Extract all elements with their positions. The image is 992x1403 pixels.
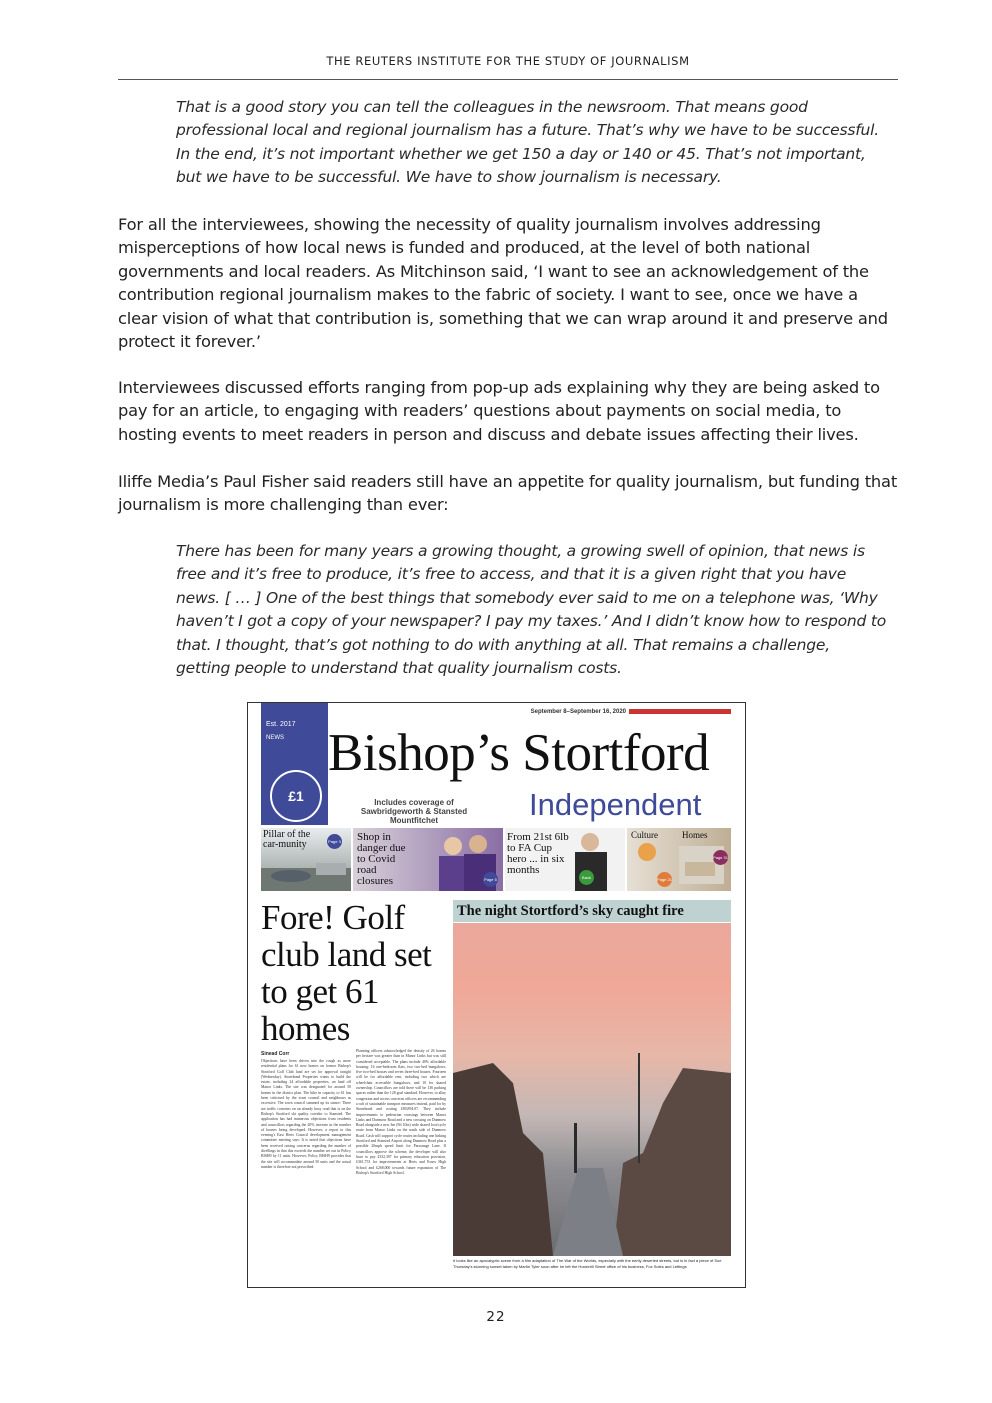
running-header: THE REUTERS INSTITUTE FOR THE STUDY OF JOURNALISM: [326, 54, 690, 68]
badge-page-3: Page 3: [327, 834, 342, 849]
teaser-car: [261, 828, 351, 891]
teaser-shop: [353, 828, 503, 891]
newspaper-logo-block: [261, 703, 328, 825]
lead-byline: Sinead Corr: [261, 1051, 290, 1057]
teaser-car-caption: Pillar of the car-munity: [263, 829, 311, 850]
badge-page-5: Page 5: [483, 872, 498, 887]
newspaper-price: £1: [270, 770, 322, 822]
teaser-culture-homes: [627, 828, 731, 891]
lead-column-1: Objections have been driven into the rough as more residential plans for 61 new homes on former Bishop's Stortford Golf Club land are set for approval tonight (Wednesday). Stonebond Properties wants to build the estate, including 24 affordable properties, on land off Manor Links. The site was designated for around 50 homes in the district plan. The hike in capacity to 61 has been criticised by the town council and neighbours as excessive. The town council summed up its stance: There are traffic concerns on an already busy road that is on the Bishop's Stortford ski quality corridor to Stansted. The application has had numerous objections from residents and councillors regarding the 20% increase in the number of houses being developed. However, a report to this evening's East Herts Council development management committee meeting says: It is noted that objections have been received raising concerns regarding the number of dwellings in that this exceeds the number set out in Policy BISH9 by 11 units. However, Policy BISH9 provides that the site will accommodate around 50 units and the actual number is therefore not prescribed.: [261, 1059, 351, 1169]
header-divider: [118, 79, 898, 80]
photo-caption: It looks like an apocalyptic scene from a film adaptation of The War of the Worlds, especially with the eerily deserted streets, but is in fact a piece of Sue Thursday's stunning sunset taken by Martin Tyler soon after he left the Hockerill Street office of his business, Fox Soles and Lettings: [453, 1258, 722, 1269]
footballer-photo-icon: [505, 828, 625, 891]
block-quote-1: That is a good story you can tell the colleagues in the newsroom. That means good professional local and regional journalism has a future. That’s why we have to be successful. In the end, it’s not important whether we get 150 a day or 140 or 45. That’s not important, but we have to be successful. We have to show journalism is necessary.: [176, 98, 879, 187]
teaser-culture-label: Culture: [631, 830, 658, 840]
newspaper-category: NEWS: [266, 735, 284, 741]
page-number: 22: [486, 1309, 506, 1325]
newspaper-coverage: Includes coverage of Sawbridgeworth & Stansted Mountfitchet: [360, 798, 468, 825]
teaser-homes-label: Homes: [682, 830, 708, 840]
newspaper-front-page: [247, 702, 746, 1288]
lead-headline: Fore! Golf club land set to get 61 homes: [261, 898, 432, 1048]
badge-page-31: Page 31: [713, 850, 728, 865]
sunset-street-photo: [453, 923, 731, 1256]
badge-page-21: Page 21: [657, 872, 672, 887]
newspaper-established: Est. 2017: [266, 721, 296, 728]
street-scene-icon: [453, 923, 731, 1256]
newspaper-dates: September 8–September 16, 2020: [531, 709, 731, 715]
newspaper-masthead: Bishop’s Stortford: [328, 724, 710, 782]
teaser-fa-cup-caption: From 21st 6lb to FA Cup hero ... in six months: [507, 831, 569, 876]
block-quote-2: There has been for many years a growing thought, a growing swell of opinion, that news is free and it’s free to produce, it’s free to access, and that it is a given right that you have news. [ … ] One of the best things that somebody ever said to me on a telephone was, ‘Why haven’t I got a copy of your newspaper? I pay my taxes.’ And I didn’t know how to respond to that. I thought, that’s got nothing to do with anything at all. That remains a challenge, getting people to understand that quality journalism costs.: [176, 542, 887, 678]
teaser-shop-caption: Shop in danger due to Covid road closures: [357, 831, 406, 887]
lead-column-2: Planning officers acknowledged the density of 26 homes per hectare was greater than in Manor Links but was still considered acceptable. The plans include 40% affordable housing: 16 one-bedroom flats, two two-bed bungalows, five two-bed houses and seven three-bed houses. Fourteen will be for affordable rent, including two which are wheelchair accessible bungalows, and 10 for shared ownership. Councillors are told there will be 136 parking spaces rather than the 128 goal standard. However, to allay congestion and access concerns officers are recommending a raft of sustainable transport measures instead, paid for by Stonebond and costing £80,894.07. They include improvements to pedestrian crossings between Manor Links and Dunmow Road and a new crossing on Dunmow Road alongside a new 3m (9ft 10in) wide shared foot/cycle route from Manor Links on the south side of Dunmow Road. Cash will support cycle routes including one linking Stortford and Stansted Airport along Dunmow Road plus a possible 20mph speed limit for Parsonage Lane. If councillors approve the scheme, the developer will also have to pay £332,397 for primary education provision, £361,753 for improvements at Herts and Essex High School and £268,000 towards future expansion of The Bishop's Stortford High School.: [356, 1049, 446, 1175]
paragraph-1: For all the interviewees, showing the necessity of quality journalism involves addressing misperceptions of how local news is funded and produced, at the level of both national governments and local readers. As Mitchinson said, ‘I want to see an acknowledgement of the contribution regional journalism makes to the fabric of society. I want to see, once we have a clear vision of what that contribution is, something that we can wrap around it and preserve and protect it forever.’: [118, 215, 888, 352]
paragraph-2: Interviewees discussed efforts ranging from pop-up ads explaining why they are being asked to pay for an article, to engaging with readers’ questions about payments on social media, to hosting events to meet readers in person and discuss and debate issues affecting their lives.: [118, 378, 880, 444]
teaser-fa-cup: [505, 828, 625, 895]
badge-back-pages: Back pages: [579, 870, 594, 885]
newspaper-subtitle: Independent: [529, 787, 702, 822]
paragraph-3: Iliffe Media’s Paul Fisher said readers still have an appetite for quality journalism, but funding that journalism is more challenging than ever:: [118, 472, 898, 515]
teaser-strip: [261, 828, 731, 893]
photo-headline: The night Stortford’s sky caught fire: [453, 900, 731, 922]
